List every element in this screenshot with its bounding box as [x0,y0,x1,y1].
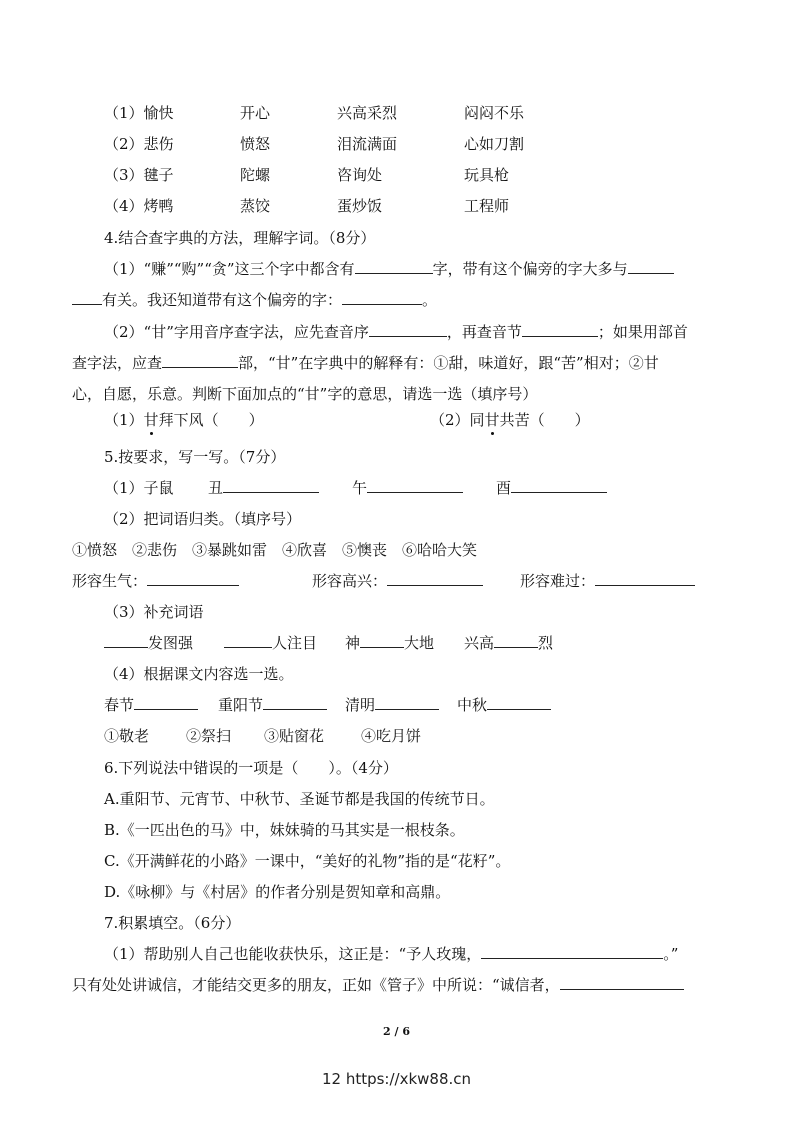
sub-question-title: （2）把词语归类。（填序号） [104,510,302,528]
answer-blank[interactable] [481,944,663,959]
grid-cell: （4）烤鸭 [104,197,174,215]
choice-item: （1）甘拜下风（ ） [104,411,264,429]
choice-option: B.《一匹出色的马》中，妹妹骑的马其实是一根枝条。 [104,821,465,839]
text-segment: （2）“甘”字用音序查字法，应先查音序 [104,323,369,341]
answer-blank[interactable] [367,478,463,493]
choice-option: C.《开满鲜花的小路》一课中，“美好的礼物”指的是“花籽”。 [104,852,511,870]
zodiac-item: 午 [352,478,463,498]
answer-blank[interactable] [134,695,198,710]
grid-cell: 开心 [240,104,271,122]
idiom-item: 发图强 [104,633,193,653]
answer-blank[interactable] [147,571,239,586]
answer-blank[interactable] [224,633,272,648]
answer-blank[interactable] [595,571,695,586]
sub-question-title: （4）根据课文内容选一选。 [104,665,294,683]
choice-option: A.重阳节、元宵节、中秋节、圣诞节都是我国的传统节日。 [104,790,495,808]
answer-blank[interactable] [263,695,327,710]
text-segment: 有关。我还知道带有这个偏旁的字： [102,291,343,309]
answer-blank[interactable] [511,478,607,493]
category-item: 形容难过： [520,571,695,591]
question-line [72,290,437,310]
text-segment: 查字法，应查 [72,354,163,372]
category-item: 形容高兴： [312,571,483,591]
emphasis-char: 甘 [143,411,159,429]
text-segment: 。 [422,291,438,309]
grid-cell: 愤怒 [240,135,271,153]
answer-blank[interactable] [387,571,483,586]
grid-cell: 咨询处 [337,166,383,184]
grid-cell: 陀螺 [240,166,271,184]
question-title: 4.结合查字典的方法，理解字词。（8分） [104,229,376,247]
question-line: （1）子鼠 [104,479,174,497]
answer-blank[interactable] [72,290,102,305]
answer-blank[interactable] [522,322,598,337]
answer-blank[interactable] [560,975,684,990]
answer-blank[interactable] [487,695,551,710]
emphasis-char: 甘 [484,411,500,429]
answer-blank[interactable] [355,259,433,274]
grid-cell: （2）悲伤 [104,135,174,153]
option-item: ②祭扫 [186,727,232,745]
idiom-item: 人注目 [224,633,317,653]
answer-blank[interactable] [628,259,674,274]
sub-question-title: （3）补充词语 [104,603,204,621]
question-line [104,259,674,279]
option-item: ①敬老 [104,727,150,745]
answer-blank[interactable] [104,633,148,648]
answer-blank[interactable] [162,353,238,368]
grid-cell: 兴高采烈 [337,104,398,122]
grid-cell: 玩具枪 [464,166,510,184]
grid-cell: 心如刀割 [464,135,525,153]
text-segment: ；如果用部首 [597,323,688,341]
zodiac-item: 丑 [208,478,319,498]
festival-item: 重阳节 [218,695,327,715]
question-line [104,322,688,342]
text-segment: （1）“赚”“购”“贪”这三个字中都含有 [104,260,355,278]
text-segment: ，再查音节 [446,323,522,341]
grid-cell: 蒸饺 [240,197,271,215]
question-line: （1）帮助别人自己也能收获快乐，这正是：“予人玫瑰， 。” [104,945,679,963]
page-number: 2 / 6 [383,1025,410,1038]
answer-blank[interactable] [494,633,538,648]
question-title: 6.下列说法中错误的一项是（ ）。（4分） [104,759,398,777]
question-title: 7.积累填空。（6分） [104,914,241,932]
idiom-item: 兴高 烈 [464,634,554,652]
answer-blank[interactable] [369,322,447,337]
question-line: 只有处处讲诚信，才能结交更多的朋友，正如《管子》中所说：“诚信者， [72,975,684,995]
zodiac-item: 酉 [496,478,607,498]
choice-item: （2）同甘共苦（ ） [430,411,590,429]
category-item: 形容生气： [72,571,239,591]
grid-cell: （1）愉快 [104,104,174,122]
text-segment: 字，带有这个偏旁的字大多与 [432,260,628,278]
festival-item: 中秋 [457,695,551,715]
question-title: 5.按要求，写一写。（7分） [104,448,286,466]
option-item: ④吃月饼 [361,727,422,745]
word-list: ①愤怒 ②悲伤 ③暴跳如雷 ④欣喜 ⑤懊丧 ⑥哈哈大笑 [72,541,478,559]
question-line: 心，自愿，乐意。判断下面加点的“甘”字的意思，请选一选（填序号） [72,385,538,403]
idiom-item: 神 大地 [345,634,435,652]
grid-cell: 泪流满面 [337,135,398,153]
footer-watermark: 12 https://xkw88.cn [321,1070,472,1088]
answer-blank[interactable] [342,290,422,305]
festival-item: 春节 [104,695,198,715]
grid-cell: 闷闷不乐 [464,104,525,122]
question-line [72,353,659,373]
option-item: ③贴窗花 [264,727,325,745]
text-segment: 部，“甘”在字典中的解释有：①甜，味道好，跟“苦”相对；②甘 [238,354,659,372]
answer-blank[interactable] [223,478,319,493]
festival-item: 清明 [345,695,439,715]
answer-blank[interactable] [375,695,439,710]
grid-cell: （3）毽子 [104,166,174,184]
answer-blank[interactable] [360,633,404,648]
grid-cell: 工程师 [464,197,510,215]
choice-option: D.《咏柳》与《村居》的作者分别是贺知章和高鼎。 [104,883,451,901]
grid-cell: 蛋炒饭 [337,197,383,215]
